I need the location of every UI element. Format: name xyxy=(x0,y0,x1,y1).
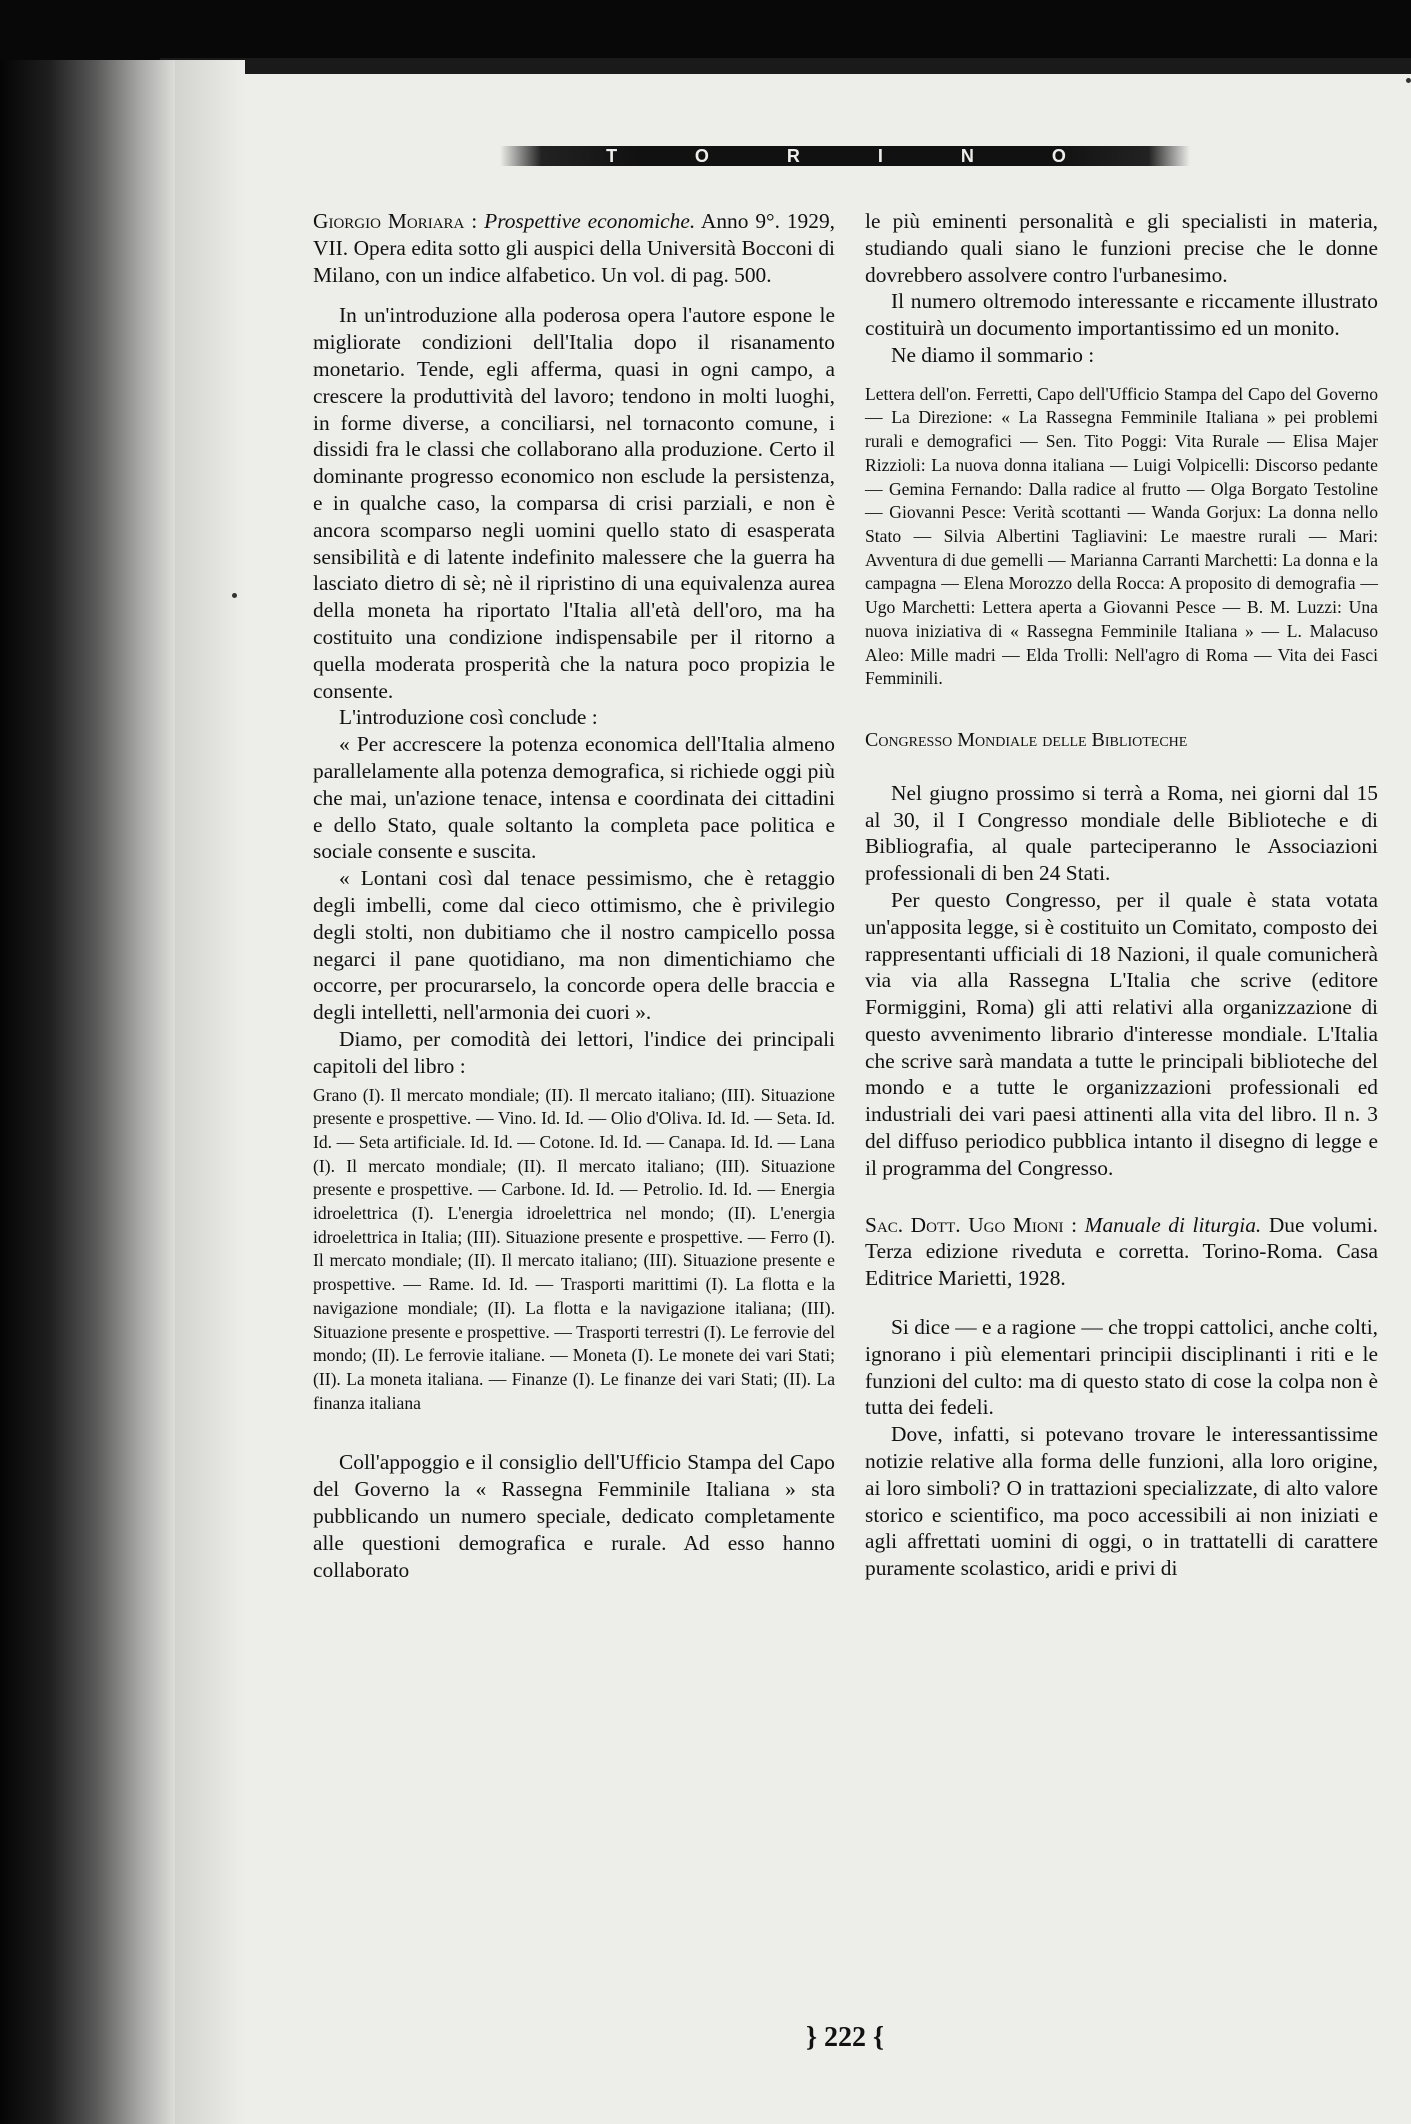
page-gutter xyxy=(175,60,245,2124)
running-header: TORINO xyxy=(500,146,1190,166)
review1-paragraph-5: Diamo, per comodità dei lettori, l'indice dei principali capitoli del libro : xyxy=(313,1026,835,1078)
page-number: } 222 { xyxy=(805,2022,885,2053)
rassegna-paragraph-2: Il numero oltremodo interessante e riccamente illustrato costituirà un documento importantissimo ed un monito. xyxy=(865,289,1378,341)
congress-paragraph-1: Nel giugno prossimo si terrà a Roma, nei giorni dal 15 al 30, il I Congresso mondiale delle Biblioteche e di Bibliografia, al quale parteciperanno le Associazioni professionali di ben 24 Stati. xyxy=(865,780,1378,886)
book-binding-shadow xyxy=(0,60,175,2124)
chapter-index: Grano (I). Il mercato mondiale; (II). Il mercato italiano; (III). Situazione presente e prospettive. — Vino. Id. Id. — Olio d'Oliva. Id. Id. — Seta. Id. Id. — Seta artificiale. Id. Id. — Cotone. Id. Id. — Canapa. Id. Id. — Lana (I). Il mercato mondiale; (II). Il mercato italiano; (III). Situazione presente e prospettive. — Carbone. Id. Id. — Petrolio. Id. Id. — Energia idroelettrica (I). L'energia idroelettrica nel mondo; (II). L'energia idroelettrica in Italia; (III). Situazione presente e prospettive. — Ferro (I). Il mercato mondiale; (II). Il mercato italiano; (III). Situazione presente e prospettive. — Rame. Id. Id. — Trasporti marittimi (I). La flotta e la navigazione mondiale; (II). La flotta e la navigazione italiana; (III). Situazione presente e prospettive. — Trasporti terrestri (I). Le ferrovie del mondo; (II). Le ferrovie italiane. — Moneta (I). Le monete dei vari Stati; (II). La moneta italiana. — Finanze (I). Le finanze dei vari Stati; (II). La finanza italiana xyxy=(313,1084,835,1413)
right-column xyxy=(865,208,1378,1582)
review2-title: Manuale di liturgia. xyxy=(1084,1212,1262,1237)
review1-heading: Giorgio Moriara : Prospettive economiche. Anno 9°. 1929, VII. Opera edita sotto gli auspici della Università Bocconi di Milano, con un indice alfabetico. Un vol. di pag. 500. xyxy=(313,209,835,287)
rassegna-paragraph-start: Coll'appoggio e il consiglio dell'Ufficio Stampa del Capo del Governo la « Rassegna Femminile Italiana » sta pubblicando un numero speciale, dedicato completamente alle questioni demografica e rurale. Ad esso hanno collaborato xyxy=(313,1450,835,1582)
review1-paragraph-1: In un'introduzione alla poderosa opera l'autore espone le migliorate condizioni dell'Italia dopo il risanamento monetario. Tende, egli afferma, quasi in ogni campo, a crescere la produttività del lavoro; tendono in molti luoghi, in forme diverse, a conciliarsi, nel tornaconto comune, i dissidi fra le classi che collaborano alla produzione. Certo il dominante progresso economico non esclude la persistenza, e in qualche caso, la comparsa di crisi parziali, e non è ancora scomparso negli uomini quello stato di esasperata sensibilità e di latente indefinito malessere che la guerra ha lasciato dietro di sè; nè il ripristino di una equivalenza aurea della moneta ha riportato l'Italia all'età dell'oro, ma ha costituito una condizione indispensabile per il ritorno a quella moderata prosperità che la natura poco propizia le consente. xyxy=(313,303,835,703)
speck xyxy=(232,593,237,598)
review1-author: Giorgio Moriara xyxy=(313,209,465,233)
review2-meta: Due volumi. Terza edizione riveduta e corretta. Torino-Roma. Casa Editrice Marietti, 1928. xyxy=(865,1212,1379,1291)
scan-top-border xyxy=(0,0,1411,60)
review2-paragraph-1: Si dice — e a ragione — che troppi cattolici, anche colti, ignorano i più elementari principii disciplinanti i riti e le funzioni del culto: ma di questo stato di cose la colpa non è tutta dei fedeli. xyxy=(865,1315,1378,1420)
review2-heading: Sac. Dott. Ugo Mioni : Manuale di liturgia. Due volumi. Terza edizione riveduta e corretta. Torino-Roma. Casa Editrice Marietti, 1928. xyxy=(865,1212,1379,1291)
review2-author: Sac. Dott. Ugo Mioni xyxy=(865,1212,1064,1237)
review1-quote-2: « Lontani così dal tenace pessimismo, che è retaggio degli imbelli, come dal cieco ottimismo, che è privilegio degli stolti, non dubitiamo che il nostro campicello possa negarci il pane quotidiano, ma non dimentichiamo che occorre, per procurarselo, la concorde opera delle braccia e degli intelletti, nell'armonia dei cuori ». xyxy=(313,866,835,1025)
review1-paragraph-2: L'introduzione così conclude : xyxy=(339,705,598,730)
speck xyxy=(1406,78,1411,83)
rassegna-paragraph-cont: le più eminenti personalità e gli specialisti in materia, studiando quali siano le funzioni precise che le donne dovrebbero assolvere contro l'urbanesimo. xyxy=(865,209,1378,287)
review1-title: Prospettive economiche. xyxy=(484,209,696,233)
review1-quote-1: « Per accrescere la potenza economica dell'Italia almeno parallelamente alla potenza demografica, si richiede oggi più che mai, un'azione tenace, intensa e coordinata dei cittadini e dello Stato, quale soltanto la completa pace politica e sociale consente e suscita. xyxy=(313,732,835,864)
congress-heading: Congresso Mondiale delle Biblioteche xyxy=(865,728,1188,751)
rassegna-sommario: Lettera dell'on. Ferretti, Capo dell'Ufficio Stampa del Capo del Governo — La Direzione: « La Rassegna Femminile Italiana » pei problemi rurali e demografici — Sen. Tito Poggi: Vita Rurale — Elisa Majer Rizzioli: La nuova donna italiana — Luigi Volpicelli: Discorso pedante — Gemina Fernando: Dalla radice al frutto — Olga Borgato Testoline — Giovanni Pesce: Verità scottanti — Wanda Gorjux: La donna nello Stato — Silvia Albertini Tagliavini: Le maestre rurali — Mari: Avventura di due gemelli — Marianna Carranti Marchetti: La donna e la campagna — Elena Morozzo della Rocca: A proposito di demografia — Ugo Marchetti: Lettera aperta a Giovanni Pesce — B. M. Luzzi: Una nuova iniziativa di « Rassegna Femminile Italiana » — L. Malacuso Aleo: Mille madri — Elda Trolli: Nell'agro di Roma — Vita dei Fasci Femminili. xyxy=(865,383,1378,689)
congress-paragraph-2: Per questo Congresso, per il quale è stata votata un'apposita legge, si è costituito un Comitato, composto dei rappresentanti ufficiali di 18 Nazioni, il quale comunicherà via via alla Rassegna L'Italia che scrive (editore Formiggini, Roma) gli atti relativi alla organizzazione di questo avvenimento librario d'interesse mondiale. L'Italia che scrive sarà mandata a tutte le principali biblioteche del mondo e a tutte le organizzazioni professionali ed industriali dei vari paesi attinenti alla vita del libro. Il n. 3 del diffuso periodico pubblica intanto il disegno di legge e il programma del Congresso. xyxy=(865,887,1378,1180)
scan-top-shadow xyxy=(160,58,1411,74)
rassegna-paragraph-3: Ne diamo il sommario : xyxy=(891,342,1095,367)
review2-paragraph-2: Dove, infatti, si potevano trovare le interessantissime notizie relative alla forma delle funzioni, alla loro origine, ai loro simboli? O in trattazioni specializzate, di alto valore storico e scientifico, ma poco accessibili ai non iniziati e agli affrettati uomini di oggi, o in trattatelli di carattere puramente scolastico, aridi e privi di xyxy=(865,1422,1378,1581)
left-column xyxy=(313,208,835,1583)
review1-meta: Anno 9°. 1929, VII. Opera edita sotto gli auspici della Università Bocconi di Milano, con un indice alfabetico. Un vol. di pag. 500. xyxy=(313,209,835,287)
